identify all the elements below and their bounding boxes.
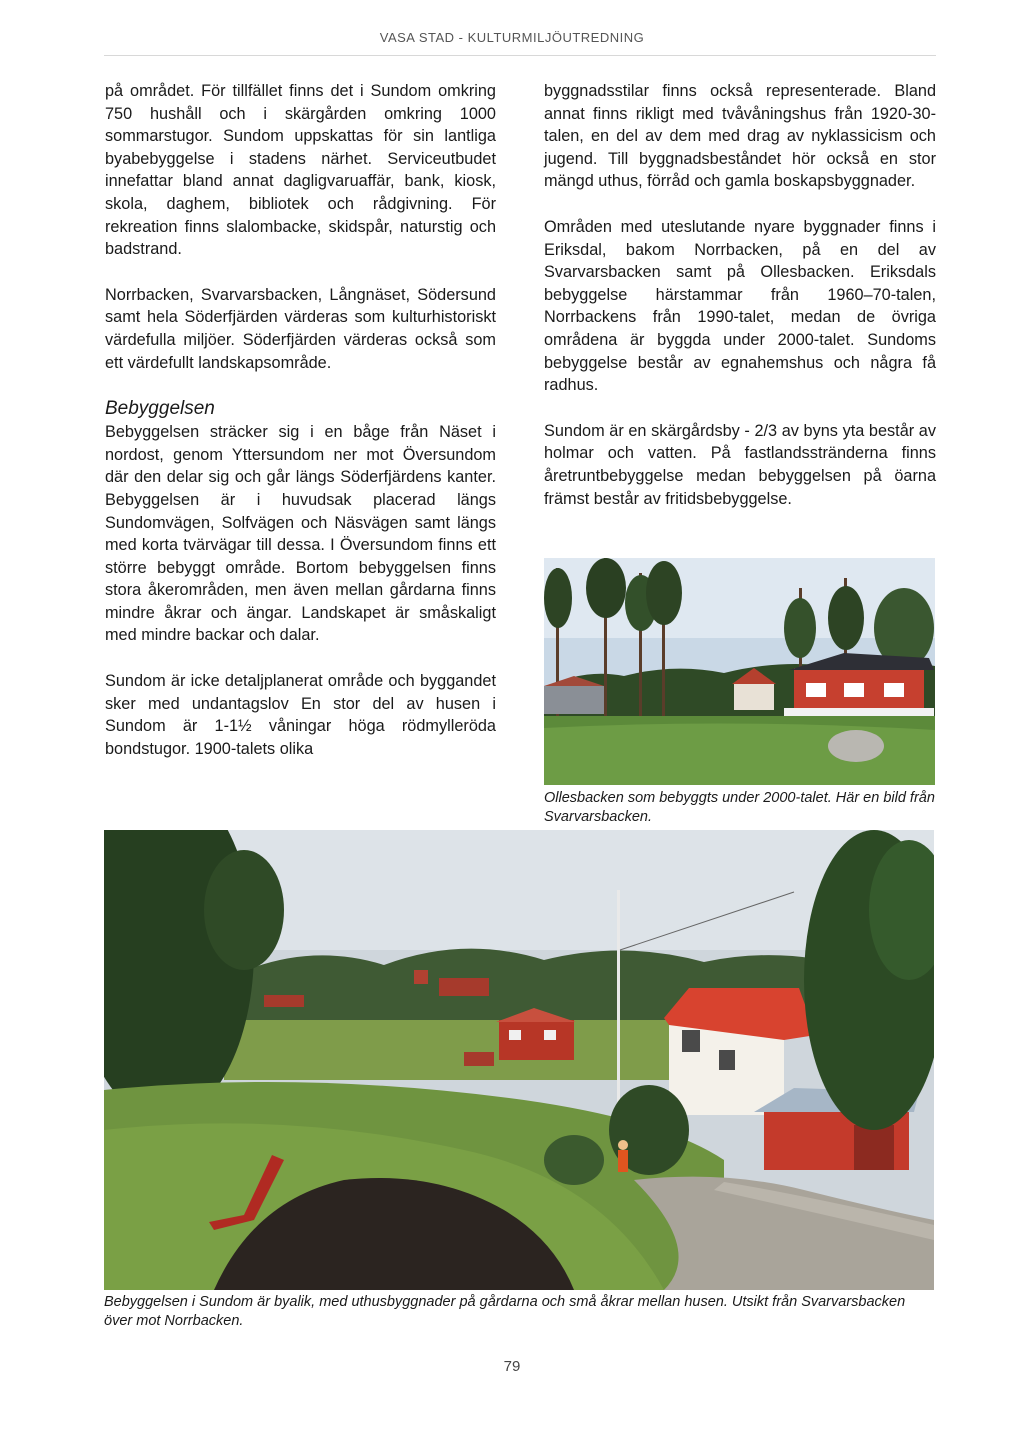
running-header: VASA STAD - KULTURMILJÖUTREDNING <box>379 30 645 45</box>
left-column <box>105 80 496 783</box>
caption-large-photo: Bebyggelsen i Sundom är byalik, med uthusbyggnader på gårdarna och små åkrar mellan husen. Utsikt från Svarvarsbacken över mot Norrbacken. <box>104 1294 906 1329</box>
caption-small-photo: Ollesbacken som bebyggts under 2000-talet. Här en bild från Svarvarsbacken. <box>544 790 935 825</box>
left-paragraph-3: Bebyggelsen sträcker sig i en båge från Näset i nordost, genom Yttersundom ner mot Översundom där den delar sig och går längs Söderfjärdens kanter. Bebyggelsen är i huvudsak placerad längs Sundomvägen, Solfvägen och Näsvägen samt längs med korta tvärvägar till dessa. I Översundom finns ett större bebyggt område. Bortom bebyggelsen finns stora åkerområden, men även mellan gårdarna finns mindre åkrar och ängar. Landskapet är småskaligt med mindre backar och dalar. <box>105 423 496 645</box>
photo-village-view <box>104 830 934 1290</box>
left-paragraph-2: Norrbacken, Svarvarsbacken, Långnäset, Södersund samt hela Söderfjärden värderas som kulturhistoriskt värdefulla miljöer. Söderfjärden värderas också som ett värdefullt landskapsområde. <box>105 285 496 372</box>
section-heading: Bebyggelsen <box>105 398 215 420</box>
page-number: 79 <box>503 1358 521 1375</box>
right-paragraph-3: Sundom är en skärgårdsby - 2/3 av byns yta består av holmar och vatten. På fastlandsstränderna finns åretruntbebyggelse medan bebyggelsen på öarna främst består av fritidsbebyggelse. <box>544 421 936 508</box>
left-paragraph-4: Sundom är icke detaljplanerat område och byggandet sker med undantagslov En stor del av husen i Sundom är 1-1½ våningar höga rödmylleröda bondstugor. 1900-talets olika <box>105 672 496 758</box>
right-paragraph-2: Områden med uteslutande nyare byggnader finns i Eriksdal, bakom Norrbacken, på en del av Svarvarsbacken samt på Ollesbacken. Eriksdals bebyggelse härstammar från 1960–70-talen, Norrbackens från 1990-talet, medan de övriga områdena är byggda under 2000-talet. Sundoms bebyggelse består av egnahemshus och några få radhus. <box>544 217 936 395</box>
right-paragraph-1: byggnadsstilar finns också representerade. Bland annat finns rikligt med tvåvåningshus från 1920-30-talen, en del av dem med drag av nyklassicism och jugend. Till byggnadsbeståndet hör också en stor mängd uthus, förråd och gamla boskapsbyggnader. <box>544 82 936 191</box>
header-rule <box>104 55 936 56</box>
left-paragraph-1: på området. För tillfället finns det i Sundom omkring 750 hushåll och i skärgården omkring 1000 sommarstugor. Sundom uppskattas för sin lantliga byabebyggelse i stadens närhet. Serviceutbudet innefattar bland annat dagligvaruaffär, bank, kiosk, skola, daghem, bibliotek och rådgivning. För rekreation finns slalombacke, skidspår, naturstig och badstrand. <box>105 82 496 259</box>
photo-ollesbacken <box>544 558 935 785</box>
right-column <box>544 80 936 533</box>
